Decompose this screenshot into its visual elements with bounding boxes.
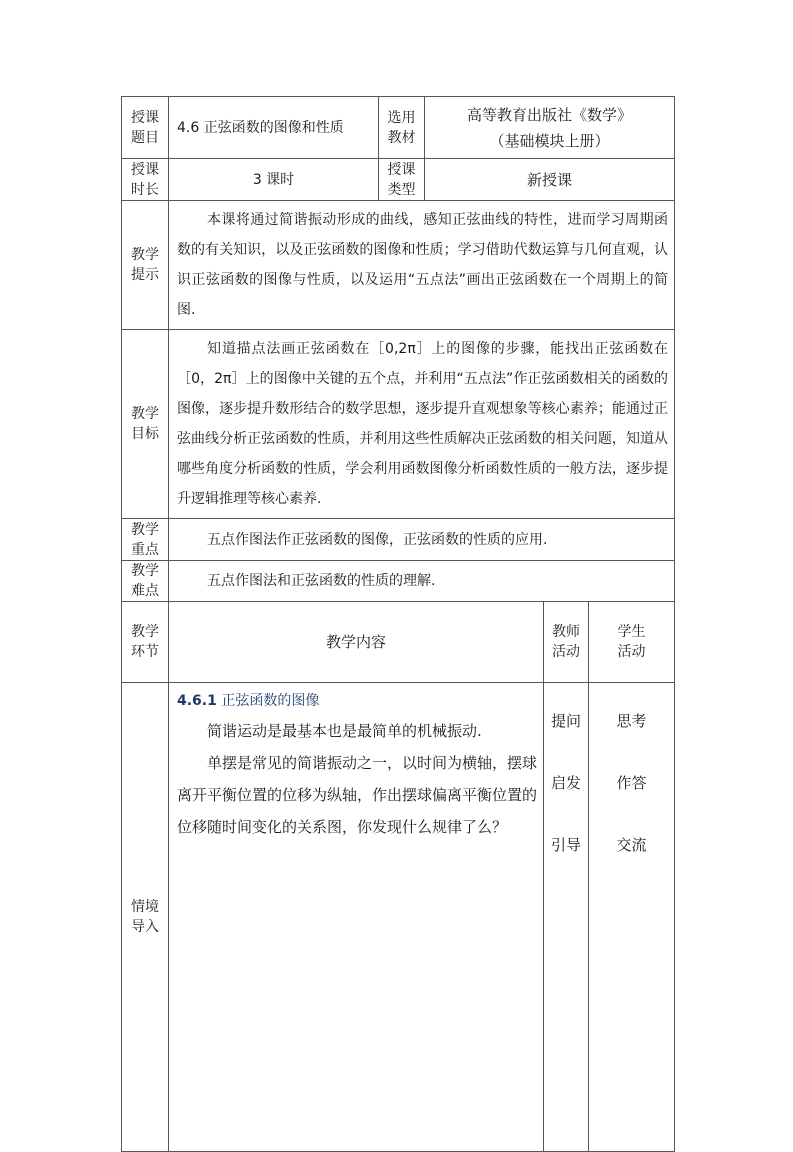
goals-text: 知道描点法画正弦函数在［0,2π］上的图像的步骤，能找出正弦函数在［0，2π］上的图像中关键的五个点，并利用“五点法”作正弦函数相关的函数的图像，逐步提升数形结合的数学思想，逐步提升直观想象等核心素养；能通过正弦曲线分析正弦函数的性质，并利用这些性质解决正弦函数的相关问题，知道从哪些角度分析函数的性质，学会利用函数图像分析函数性质的一般方法，逐步提升逻辑推理等核心素养. bbox=[169, 330, 675, 519]
goals-row bbox=[122, 330, 675, 519]
intro-row bbox=[122, 683, 675, 1152]
duration-value: 3 课时 bbox=[169, 159, 379, 201]
key-points-text: 五点作图法作正弦函数的图像，正弦函数的性质的应用. bbox=[169, 519, 675, 561]
topic-value: 4.6 正弦函数的图像和性质 bbox=[169, 97, 379, 159]
student-activity-item: 作答 bbox=[616, 774, 647, 792]
duration-row bbox=[122, 159, 675, 201]
section-heading bbox=[177, 687, 537, 715]
difficulties-text: 五点作图法和正弦函数的性质的理解. bbox=[169, 561, 675, 602]
textbook-publisher: 高等教育出版社《数学》 bbox=[467, 105, 633, 124]
difficulties-label: 教学 难点 bbox=[122, 561, 169, 602]
intro-paragraph-2: 单摆是常见的简谐振动之一，以时间为横轴，摆球离开平衡位置的位移为纵轴，作出摆球偏离平衡位置的位移随时间变化的关系图，你发现什么规律了么？ bbox=[177, 754, 538, 836]
teacher-activity-item: 启发 bbox=[550, 774, 581, 792]
tips-row bbox=[122, 201, 675, 330]
topic-label: 授课 题目 bbox=[122, 97, 169, 159]
goals-label: 教学 目标 bbox=[122, 330, 169, 519]
teacher-activity-item: 引导 bbox=[550, 836, 581, 854]
student-activity-item: 交流 bbox=[616, 836, 647, 854]
key-points-row bbox=[122, 519, 675, 561]
col-stage-header: 教学 环节 bbox=[122, 602, 169, 683]
student-activities bbox=[589, 683, 675, 1152]
lesson-type-value: 新授课 bbox=[425, 159, 675, 201]
student-activity-item: 思考 bbox=[616, 712, 647, 730]
intro-stage-label: 情境 导入 bbox=[122, 683, 169, 1152]
textbook-value bbox=[425, 97, 675, 159]
col-teacher-header: 教师 活动 bbox=[544, 602, 589, 683]
lesson-plan-table bbox=[121, 96, 675, 1152]
intro-paragraph-1: 简谐运动是最基本也是最简单的机械振动. bbox=[207, 722, 482, 740]
col-student-header: 学生 活动 bbox=[589, 602, 675, 683]
difficulties-row bbox=[122, 561, 675, 602]
topic-row bbox=[122, 97, 675, 159]
lesson-type-label: 授课 类型 bbox=[379, 159, 425, 201]
duration-label: 授课 时长 bbox=[122, 159, 169, 201]
key-points-label: 教学 重点 bbox=[122, 519, 169, 561]
textbook-volume: （基础模块上册） bbox=[489, 131, 610, 150]
col-content-header: 教学内容 bbox=[169, 602, 544, 683]
section-number: 4.6.1 bbox=[177, 693, 217, 709]
textbook-label: 选用 教材 bbox=[379, 97, 425, 159]
section-title: 正弦函数的图像 bbox=[221, 693, 320, 709]
tips-label: 教学 提示 bbox=[122, 201, 169, 330]
teacher-activity-item: 提问 bbox=[550, 712, 581, 730]
teacher-activities bbox=[544, 683, 589, 1152]
column-header-row bbox=[122, 602, 675, 683]
tips-text: 本课将通过简谐振动形成的曲线，感知正弦曲线的特性，进而学习周期函数的有关知识，以及正弦函数的图像和性质；学习借助代数运算与几何直观，认识正弦函数的图像与性质，以及运用“五点法”画出正弦函数在一个周期上的简图. bbox=[169, 201, 675, 330]
intro-content bbox=[169, 683, 544, 1152]
